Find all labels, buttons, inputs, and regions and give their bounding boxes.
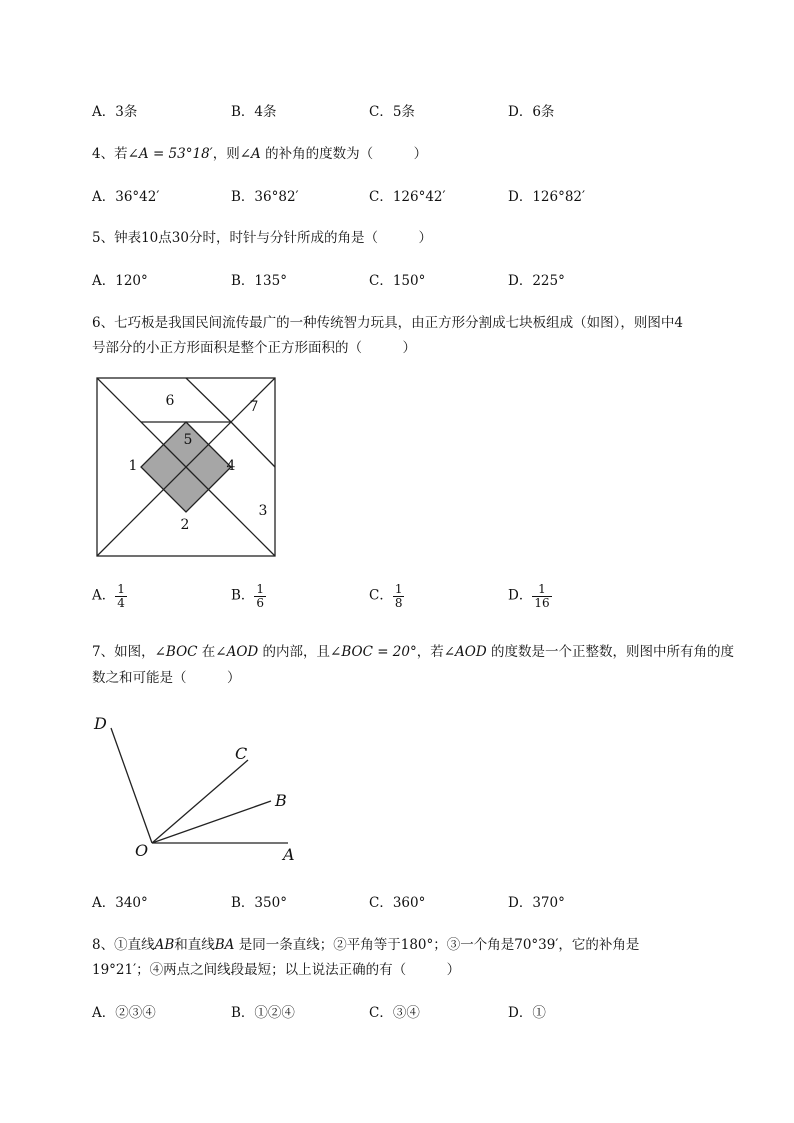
q5-option-b: B．135° <box>231 273 287 289</box>
q5-option-d: D．225° <box>508 273 565 289</box>
q7-p5: 的度数是一个正整数，则图中所有角的度 <box>486 644 734 660</box>
tangram-label-4: 4 <box>226 458 236 474</box>
q3-option-a: A．3条 <box>92 104 138 120</box>
q4-pre: 4、若 <box>92 146 128 162</box>
q4-mid: ，则 <box>212 146 240 162</box>
q6-option-b-fraction <box>254 583 266 609</box>
q4-stem <box>92 142 427 162</box>
tangram-label-3: 3 <box>258 503 268 519</box>
label-d: D <box>94 714 107 733</box>
q6-option-a-fraction <box>115 583 127 609</box>
q7-stem-line2: 数之和可能是（ ） <box>92 670 241 686</box>
q3-option-c: C．5条 <box>369 104 415 120</box>
q6-option-c-num: 1 <box>394 582 403 596</box>
ray-ob <box>152 801 271 843</box>
q5-option-a: A．120° <box>92 273 148 289</box>
q6-option-a-den: 4 <box>117 595 125 610</box>
q8-line-ba: BA <box>214 937 235 953</box>
q4-option-a: A．36°42′ <box>92 189 160 205</box>
q8-option-d: D．① <box>508 1005 546 1021</box>
q7-stem-line1 <box>92 640 734 660</box>
q7-angle-boc: ∠BOC <box>154 644 198 660</box>
q4-option-d: D．126°82′ <box>508 189 586 205</box>
label-o: O <box>135 841 149 860</box>
label-b: B <box>275 791 287 810</box>
q4-post: 的补角的度数为（ ） <box>260 146 428 162</box>
q6-option-d-den: 16 <box>534 595 550 610</box>
tangram-line-6 <box>231 422 275 467</box>
angle-figure <box>88 708 308 868</box>
tangram-figure <box>96 377 278 559</box>
q7-p2: 在 <box>197 644 216 660</box>
q6-option-a <box>92 583 127 609</box>
q4-option-b: B．36°82′ <box>231 189 299 205</box>
q8-option-a: A．②③④ <box>92 1005 156 1021</box>
q6-stem-line1: 6、七巧板是我国民间流传最广的一种传统智力玩具，由正方形分割成七块板组成（如图），则图中4 <box>92 315 683 331</box>
q6-option-a-num: 1 <box>117 582 125 596</box>
q6-option-d-letter: D． <box>508 587 533 604</box>
q7-option-b: B．350° <box>231 895 287 911</box>
q6-option-c-den: 8 <box>394 595 403 610</box>
q7-angle-aod-2: ∠AOD <box>443 644 487 660</box>
q4-option-c: C．126°42′ <box>369 189 446 205</box>
q8-stem-line1 <box>92 933 639 953</box>
q6-stem-line2: 号部分的小正方形面积是整个正方形面积的（ ） <box>92 340 416 356</box>
q6-option-b <box>231 583 266 609</box>
q8-p2: 和直线 <box>174 937 215 953</box>
tangram-line-hidden <box>231 467 275 556</box>
q4-angle: ∠A <box>239 146 261 162</box>
q6-option-b-num: 1 <box>256 582 265 596</box>
q7-p3: 的内部，且 <box>258 644 331 660</box>
q7-angle-boc-value: ∠BOC = 20° <box>330 644 417 660</box>
q6-option-c <box>369 583 404 609</box>
tangram-label-2: 2 <box>180 517 190 533</box>
angle-rays <box>111 728 288 843</box>
q7-option-d: D．370° <box>508 895 565 911</box>
q6-option-a-letter: A． <box>92 587 116 604</box>
q6-option-b-den: 6 <box>256 595 265 610</box>
q6-option-c-letter: C． <box>369 587 393 604</box>
q7-option-c: C．360° <box>369 895 426 911</box>
tangram-line-hidden-4 <box>231 467 275 512</box>
q6-option-c-fraction <box>393 583 405 609</box>
q5-stem: 5、钟表10点30分时，时针与分针所成的角是（ ） <box>92 230 432 246</box>
q6-option-d-fraction <box>532 583 551 609</box>
q5-option-c: C．150° <box>369 273 426 289</box>
q3-option-d: D．6条 <box>508 104 555 120</box>
q6-option-d <box>508 583 552 609</box>
q8-option-c: C．③④ <box>369 1005 420 1021</box>
q8-line-ab: AB <box>154 937 175 953</box>
q8-stem-line2: 19°21′；④两点之间线段最短；以上说法正确的有（ ） <box>92 962 461 978</box>
tangram-label-1: 1 <box>128 458 138 474</box>
ray-od <box>111 728 152 843</box>
tangram-label-6: 6 <box>165 393 175 409</box>
tangram-label-7: 7 <box>249 399 259 415</box>
q8-p1: 8、①直线 <box>92 937 155 953</box>
q7-option-a: A．340° <box>92 895 148 911</box>
q8-p3: 是同一条直线；②平角等于180°；③一个角是70°39′，它的补角是 <box>234 937 640 953</box>
q6-option-b-letter: B． <box>231 587 255 604</box>
q6-option-d-num: 1 <box>532 583 551 597</box>
q8-option-b: B．①②④ <box>231 1005 295 1021</box>
q4-expr: ∠A = 53°18′ <box>127 146 213 162</box>
q7-p4: ，若 <box>416 644 444 660</box>
q7-p1: 7、如图， <box>92 644 155 660</box>
q3-option-b: B．4条 <box>231 104 277 120</box>
angle-labels <box>93 714 295 864</box>
q7-angle-aod: ∠AOD <box>215 644 259 660</box>
tangram-line-5 <box>186 378 231 422</box>
label-c: C <box>235 744 248 763</box>
label-a: A <box>283 845 295 864</box>
ray-oc <box>152 760 248 843</box>
tangram-label-5: 5 <box>183 432 193 448</box>
